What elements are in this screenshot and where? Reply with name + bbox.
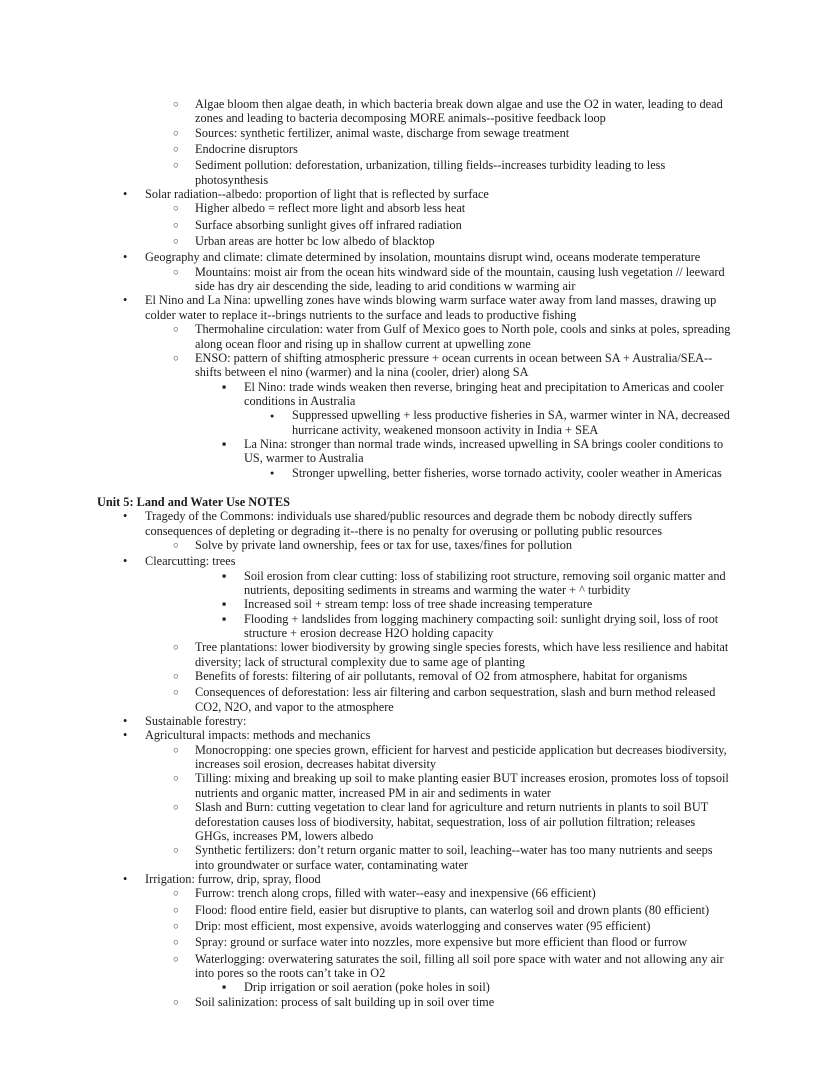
list-item [97, 952, 731, 981]
list-item-text: Sediment pollution: deforestation, urbanization, tilling fields--increases turbidity leading to less photosynthesis [195, 158, 666, 187]
list-item-text: Waterlogging: overwatering saturates the soil, filling all soil pore space with water and not allowing any air into pores so the roots can’t take in O2 [195, 951, 724, 980]
list-item [97, 843, 731, 872]
list-item [97, 919, 731, 935]
list-item [97, 293, 731, 322]
bullet-square-icon: ▪ [222, 436, 227, 451]
list-item-text: Furrow: trench along crops, filled with water--easy and inexpensive (66 efficient) [195, 886, 596, 901]
bullet-disc-icon: • [123, 714, 128, 729]
list-item [97, 935, 731, 951]
list-item-text: Higher albedo = reflect more light and absorb less heat [195, 201, 466, 216]
notes-content [97, 97, 731, 1011]
list-item-text: Tragedy of the Commons: individuals use shared/public resources and degrade them bc nobody directly suffers consequences of depleting or degrading it--there is no penalty for overusing or polluting public resources [145, 509, 693, 538]
bullet-circle-icon: ○ [173, 145, 179, 156]
bullet-circle-icon: ○ [173, 905, 179, 916]
list-item-text: Endocrine disruptors [195, 142, 298, 157]
list-item-text: ENSO: pattern of shifting atmospheric pressure + ocean currents in ocean between SA + Australia/SEA--shifts between el nino (warmer) and la nina (cooler, drier) along SA [195, 350, 713, 380]
list-item [97, 538, 731, 554]
list-item [97, 97, 731, 126]
bullet-circle-icon: ○ [173, 353, 179, 364]
bullet-disc-icon: ● [270, 469, 275, 478]
list-item-text: Geography and climate: climate determined by insolation, mountains disrupt wind, oceans moderate temperature [145, 250, 701, 265]
bullet-disc-icon: • [123, 728, 128, 743]
bullet-circle-icon: ○ [173, 161, 179, 172]
bullet-disc-icon: • [123, 187, 128, 202]
bullet-disc-icon: • [123, 554, 128, 569]
list-item-text: Clearcutting: trees [145, 554, 236, 569]
list-item [97, 218, 731, 234]
bullet-disc-icon: • [123, 293, 128, 308]
bullet-disc-icon: • [123, 509, 128, 524]
list-item-text: Monocropping: one species grown, efficient for harvest and pesticide application but decreases biodiversity, increases soil erosion, decreases habitat diversity [195, 742, 727, 772]
list-item-text: Mountains: moist air from the ocean hits windward side of the mountain, causing lush vegetation // leeward side has dry air descending the side, leading to arid conditions w warming air [195, 264, 725, 294]
list-item-text: Agricultural impacts: methods and mechanics [145, 728, 371, 743]
list-item-text: Solar radiation--albedo: proportion of light that is reflected by surface [145, 187, 489, 202]
bullet-disc-icon: • [123, 871, 128, 886]
list-item [97, 126, 731, 142]
list-item [97, 980, 731, 994]
list-item-text: La Nina: stronger than normal trade winds, increased upwelling in SA brings cooler conditions to US, warmer to Australia [244, 436, 724, 466]
list-item [97, 142, 731, 158]
list-item [97, 800, 731, 843]
list-item [97, 569, 731, 598]
list-item-text: El Nino and La Nina: upwelling zones have winds blowing warm surface water away from land masses, drawing up colder water to replace it--brings nutrients to the surface and leads to productive fishing [145, 293, 717, 322]
bullet-circle-icon: ○ [173, 803, 179, 814]
bullet-circle-icon: ○ [173, 325, 179, 336]
list-item-text: Increased soil + stream temp: loss of tree shade increasing temperature [244, 597, 593, 612]
list-item-text: Benefits of forests: filtering of air pollutants, removal of O2 from atmosphere, habitat for organisms [195, 669, 688, 684]
list-item-text: Soil erosion from clear cutting: loss of stabilizing root structure, removing soil organic matter and nutrients, depositing sediments in streams and warming the water + ^ turbidity [244, 568, 726, 597]
bullet-circle-icon: ○ [173, 846, 179, 857]
list-item-text: Solve by private land ownership, fees or tax for use, taxes/fines for pollution [195, 537, 573, 552]
list-item [97, 201, 731, 217]
list-item-text: El Nino: trade winds weaken then reverse, bringing heat and precipitation to Americas and cooler conditions in Australia [244, 379, 724, 408]
list-item [97, 743, 731, 772]
bullet-circle-icon: ○ [173, 774, 179, 785]
list-item-text: Stronger upwelling, better fisheries, worse tornado activity, cooler weather in Americas [292, 465, 722, 480]
bullet-circle-icon: ○ [173, 954, 179, 965]
list-item-text: Drip: most efficient, most expensive, avoids waterlogging and conserves water (95 efficient) [195, 918, 651, 933]
bullet-circle-icon: ○ [173, 938, 179, 949]
list-item [97, 685, 731, 714]
list-item-text: Spray: ground or surface water into nozzles, more expensive but more efficient than flood or furrow [195, 935, 688, 950]
list-item [97, 995, 731, 1011]
bullet-square-icon: ▪ [222, 980, 227, 995]
list-item [97, 771, 731, 800]
list-item [97, 265, 731, 294]
list-item [97, 437, 731, 466]
list-item-text: Sustainable forestry: [145, 714, 247, 729]
bullet-circle-icon: ○ [173, 688, 179, 699]
bullet-square-icon: ▪ [222, 379, 227, 394]
list-item [97, 872, 731, 886]
list-item [97, 380, 731, 409]
bullet-circle-icon: ○ [173, 267, 179, 278]
list-item-text: Flooding + landslides from logging machinery compacting soil: sunlight drying soil, loss of root structure + erosion decrease H2O holding capacity [244, 611, 719, 641]
list-item [97, 612, 731, 641]
list-item [97, 322, 731, 351]
list-item-text: Urban areas are hotter bc low albedo of blacktop [195, 234, 435, 249]
bullet-circle-icon: ○ [173, 100, 179, 110]
bullet-disc-icon: • [123, 250, 128, 265]
list-item [97, 408, 731, 437]
bullet-circle-icon: ○ [173, 997, 179, 1008]
list-item-text: Sources: synthetic fertilizer, animal waste, discharge from sewage treatment [195, 125, 570, 140]
bullet-circle-icon: ○ [173, 237, 179, 248]
list-item [97, 597, 731, 611]
bullet-disc-icon: ● [270, 411, 275, 420]
list-item-text: Irrigation: furrow, drip, spray, flood [145, 871, 321, 886]
list-item-text: Slash and Burn: cutting vegetation to clear land for agriculture and return nutrients in plants to soil BUT deforestation causes loss of biodiversity, habitat, sequestration, loss of air pollution filtration; releases GHGs, increases PM, lowers albedo [195, 800, 709, 843]
bullet-circle-icon: ○ [173, 745, 179, 756]
list-item-text: Consequences of deforestation: less air filtering and carbon sequestration, slash and burn method released CO2, N2O, and vapor to the atmosphere [195, 685, 716, 714]
list-item [97, 714, 731, 728]
list-item [97, 466, 731, 482]
list-item-text: Surface absorbing sunlight gives off infrared radiation [195, 217, 462, 232]
list-item [97, 509, 731, 538]
bullet-circle-icon: ○ [173, 672, 179, 683]
bullet-square-icon: ▪ [222, 597, 227, 612]
bullet-square-icon: ▪ [222, 568, 227, 583]
bullet-circle-icon: ○ [173, 540, 179, 551]
bullet-square-icon: ▪ [222, 611, 227, 626]
list-item-text: Drip irrigation or soil aeration (poke holes in soil) [244, 980, 490, 995]
bullet-circle-icon: ○ [173, 128, 179, 139]
list-item-text: Flood: flood entire field, easier but disruptive to plants, can waterlog soil and drown plants (80 efficient) [195, 902, 710, 917]
list-item [97, 669, 731, 685]
bullet-circle-icon: ○ [173, 204, 179, 215]
list-item-text: Algae bloom then algae death, in which bacteria break down algae and use the O2 in water, leading to dead zones and leading to bacteria decomposing MORE animals--positive feedback loop [195, 97, 723, 126]
list-item-text: Tree plantations: lower biodiversity by growing single species forests, which have less resilience and habitat diversity; lack of structural complexity due to same age of planting [195, 640, 729, 669]
list-item [97, 250, 731, 264]
list-item-text: Soil salinization: process of salt building up in soil over time [195, 994, 495, 1009]
bullet-circle-icon: ○ [173, 921, 179, 932]
list-item-text: Tilling: mixing and breaking up soil to make planting easier BUT increases erosion, promotes loss of topsoil nutrients and organic matter, increased PM in air and sediments in water [195, 771, 729, 800]
list-item [97, 554, 731, 568]
list-item [97, 903, 731, 919]
bullet-circle-icon: ○ [173, 220, 179, 231]
list-item [97, 886, 731, 902]
list-item [97, 728, 731, 742]
list-item [97, 640, 731, 669]
bullet-circle-icon: ○ [173, 889, 179, 900]
list-item [97, 187, 731, 201]
list-item-text: Synthetic fertilizers: don’t return organic matter to soil, leaching--water has too many nutrients and seeps into groundwater or surface water, contaminating water [195, 843, 713, 872]
section-heading: Unit 5: Land and Water Use NOTES [97, 494, 290, 509]
list-item [97, 158, 731, 187]
list-item-text: Suppressed upwelling + less productive fisheries in SA, warmer winter in NA, decreased hurricane activity, weakened monsoon activity in India + SEA [292, 408, 730, 437]
bullet-circle-icon: ○ [173, 643, 179, 654]
list-item-text: Thermohaline circulation: water from Gulf of Mexico goes to North pole, cools and sinks at poles, spreading along ocean floor and rising up in shallow current at upwelling zone [195, 322, 731, 351]
list-item [97, 234, 731, 250]
list-item [97, 351, 731, 380]
